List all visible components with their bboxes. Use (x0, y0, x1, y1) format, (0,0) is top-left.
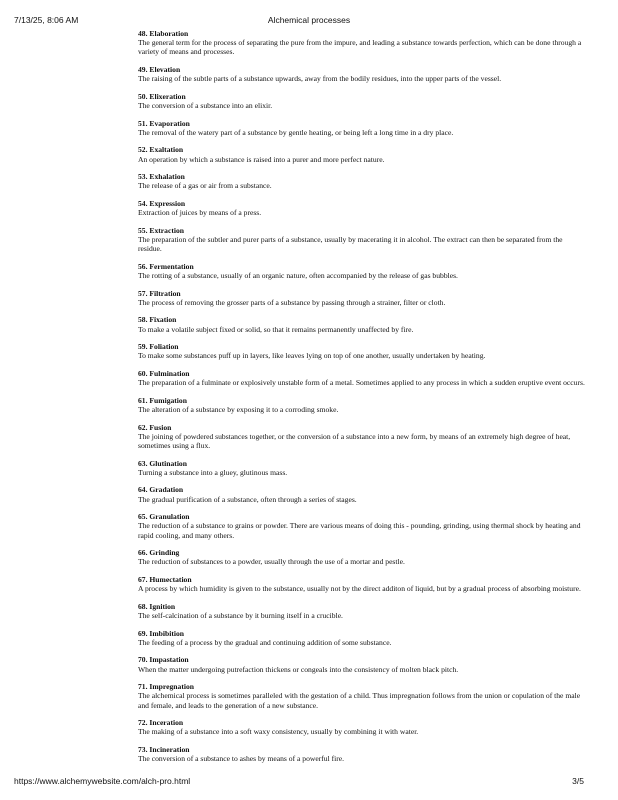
glossary-entry (138, 512, 586, 540)
page-title: Alchemical processes (267, 15, 351, 25)
entry-title: 62. Fusion (138, 422, 172, 432)
glossary-entry (138, 199, 586, 217)
glossary-entry (138, 629, 586, 647)
entry-definition: The alteration of a substance by exposing it to a corroding smoke. (138, 404, 339, 414)
print-datetime: 7/13/25, 8:06 AM (14, 15, 79, 25)
entry-definition: The process of removing the grosser parts of a substance by passing through a strainer, filter or cloth. (138, 297, 446, 307)
entry-definition: The alchemical process is sometimes paralleled with the gestation of a child. Thus impregnation follows from the union or copulation of the male and female, and leads to the generation of a new substance. (138, 691, 581, 710)
glossary-entry (138, 745, 586, 763)
page-url: https://www.alchemywebsite.com/alch-pro.html (14, 776, 191, 786)
entry-title: 53. Exhalation (138, 172, 185, 182)
entry-definition: To make some substances puff up in layers, like leaves lying on top of one another, usually undertaken by heating. (138, 351, 486, 361)
glossary-entry (138, 369, 586, 387)
entry-title: 73. Incineration (138, 744, 190, 754)
glossary-entry (138, 682, 586, 710)
print-header (0, 15, 618, 27)
entry-title: 70. Impastation (138, 655, 189, 665)
glossary-entry (138, 548, 586, 566)
glossary-entry (138, 289, 586, 307)
glossary-entry (138, 262, 586, 280)
entry-title: 69. Imbibition (138, 628, 184, 638)
entry-title: 63. Glutination (138, 458, 187, 468)
entry-definition: The conversion of a substance to ashes by means of a powerful fire. (138, 754, 345, 764)
entry-definition: To make a volatile subject fixed or solid, so that it remains permanently unaffected by fire. (138, 324, 414, 334)
glossary-entry (138, 172, 586, 190)
entry-title: 60. Fulmination (138, 368, 190, 378)
entry-title: 50. Elixeration (138, 91, 186, 101)
entry-definition: A process by which humidity is given to the substance, usually not by the direct additon of liquid, but by a gradual process of absorbing moisture. (138, 584, 581, 594)
entry-title: 59. Foliation (138, 342, 179, 352)
entry-definition: The removal of the watery part of a substance by gentle heating, or being left a long time in a dry place. (138, 127, 454, 137)
entry-title: 66. Grinding (138, 548, 180, 558)
entry-title: 68. Ignition (138, 601, 176, 611)
glossary-entry (138, 315, 586, 333)
glossary-entry (138, 602, 586, 620)
entry-definition: The reduction of substances to a powder, usually through the use of a mortar and pestle. (138, 557, 405, 567)
entry-definition: The preparation of a fulminate or explosively unstable form of a metal. Sometimes applied to any process in which a sudden eruptive event occurs. (138, 378, 585, 388)
entry-definition: The raising of the subtle parts of a substance upwards, away from the bodily residues, into the upper parts of the vessel. (138, 74, 502, 84)
entry-title: 49. Elevation (138, 65, 181, 74)
entry-title: 52. Exaltation (138, 145, 184, 155)
entry-definition: The release of a gas or air from a substance. (138, 181, 272, 191)
glossary-entry (138, 92, 586, 110)
entry-title: 61. Fumigation (138, 395, 187, 405)
entry-title: 58. Fixation (138, 315, 177, 325)
entry-title: 56. Fermentation (138, 261, 194, 271)
glossary-entry (138, 396, 586, 414)
glossary-entry (138, 423, 586, 451)
entry-title: 57. Filtration (138, 288, 181, 298)
entry-definition: The self-calcination of a substance by it burning itself in a crucible. (138, 610, 343, 620)
entry-definition: Turning a substance into a gluey, glutinous mass. (138, 467, 288, 477)
entry-title: 55. Extraction (138, 225, 184, 235)
glossary-entry (138, 119, 586, 137)
entry-title: 51. Evaporation (138, 118, 190, 128)
glossary-entry (138, 226, 586, 254)
entry-title: 67. Humectation (138, 574, 192, 584)
entry-definition: The joining of powdered substances together, or the conversion of a substance into a new form, by means of an extremely high degree of heat, sometimes using a flux. (138, 431, 571, 450)
glossary-entry (138, 575, 586, 593)
entry-title: 72. Inceration (138, 718, 184, 728)
glossary-entry (138, 459, 586, 477)
glossary-entry (138, 342, 586, 360)
entry-definition: When the matter undergoing putrefaction thickens or congeals into the consistency of molten black pitch. (138, 664, 459, 674)
glossary-entry (138, 145, 586, 163)
glossary-list (138, 29, 586, 772)
entry-title: 54. Expression (138, 198, 186, 208)
glossary-entry (138, 29, 586, 57)
entry-definition: The gradual purification of a substance, often through a series of stages. (138, 494, 357, 504)
glossary-entry (138, 485, 586, 503)
glossary-entry (138, 65, 586, 83)
entry-title: 48. Elaboration (138, 29, 189, 38)
entry-definition: The making of a substance into a soft waxy consistency, usually by combining it with water. (138, 727, 419, 737)
entry-definition: The feeding of a process by the gradual and continuing addition of some substance. (138, 637, 392, 647)
entry-title: 71. Impregnation (138, 682, 194, 692)
page-number: 3/5 (572, 776, 584, 786)
entry-definition: Extraction of juices by means of a press. (138, 208, 262, 218)
print-footer (0, 776, 618, 788)
entry-definition: The general term for the process of separating the pure from the impure, and leading a substance towards perfection, which can be done through a variety of means and processes. (138, 38, 582, 57)
entry-definition: The rotting of a substance, usually of an organic nature, often accompanied by the release of gas bubbles. (138, 270, 458, 280)
entry-title: 64. Gradation (138, 485, 184, 495)
entry-definition: The reduction of a substance to grains or powder. There are various means of doing this - pounding, grinding, using thermal shock by heating and rapid cooling, and many others. (138, 521, 581, 540)
entry-definition: The preparation of the subtler and purer parts of a substance, usually by macerating it in alcohol. The extract can then be separated from the residue. (138, 234, 563, 254)
entry-definition: The conversion of a substance into an elixir. (138, 101, 273, 110)
glossary-entry (138, 718, 586, 736)
entry-definition: An operation by which a substance is raised into a purer and more perfect nature. (138, 154, 385, 164)
glossary-entry (138, 655, 586, 673)
entry-title: 65. Granulation (138, 512, 190, 522)
